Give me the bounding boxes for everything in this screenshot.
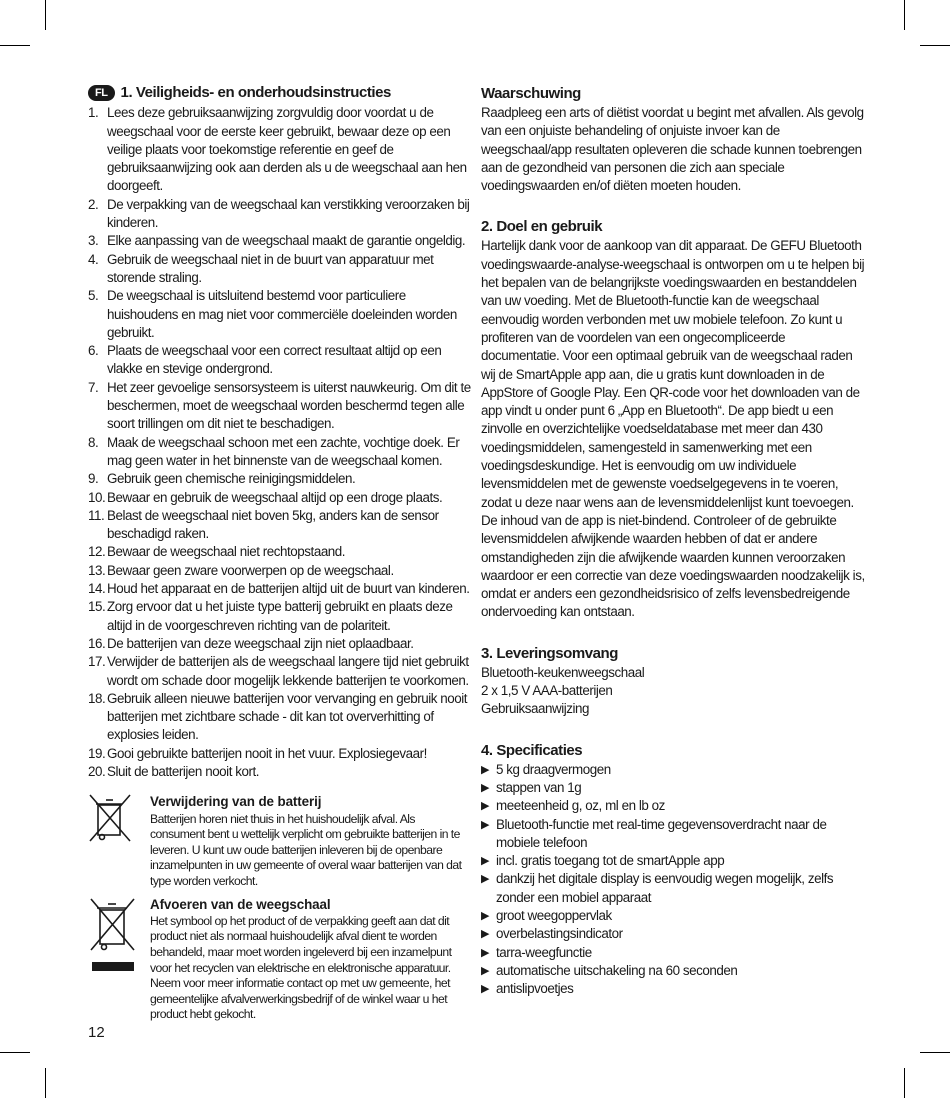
instruction-number: 8. — [88, 434, 99, 450]
scale-disposal-text: Het symbool op het product of de verpakking geeft aan dat dit product niet als normaal huishoudelijk afval dient te worden behandeld, maar moet worden ingeleverd bij een inzamelpunt voor het recyclen van elektrische en elektronische apparatuur. Neem voor meer informatie contact op met uw gemeente, het gemeentelijke afvalverwerkingsbedrijf of de winkel waar u het product hebt gekocht. — [150, 913, 452, 1022]
instruction-item — [88, 489, 472, 507]
instruction-number: 12. — [88, 544, 106, 560]
instruction-item — [88, 690, 472, 745]
instruction-number: 20. — [88, 763, 106, 779]
crop-mark — [904, 0, 905, 30]
right-column — [481, 84, 866, 1012]
spec-text: Bluetooth-functie met real-time gegevensoverdracht naar de mobiele telefoon — [496, 816, 827, 850]
scale-disposal-title: Afvoeren van de weegschaal — [150, 896, 331, 912]
spec-item — [481, 962, 866, 980]
triangle-bullet-icon: ▶ — [481, 909, 490, 922]
spec-text: groot weegoppervlak — [496, 907, 612, 923]
instruction-text: De verpakking van de weegschaal kan verstikking veroorzaken bij kinderen. — [107, 196, 470, 231]
crop-mark — [45, 1068, 46, 1098]
instruction-number: 16. — [88, 635, 106, 651]
delivery-item: 2 x 1,5 V AAA-batterijen — [481, 683, 613, 699]
instruction-text: Lees deze gebruiksaanwijzing zorgvuldig door voordat u de weegschaal voor de eerste keer gebruikt, bewaar deze op een veilige plaats voor toekomstige referentie en geef de gebruiksaanwijzing ook aan derden als u de weegschaal aan hen doorgeeft. — [107, 105, 467, 194]
purpose-text: Hartelijk dank voor de aankoop van dit apparaat. De GEFU Bluetooth voedingswaarde-analyse-weegschaal is ontworpen om u te helpen bij het bepalen van de belangrijkste voedingswaarden en bestanddelen van uw voeding. Met de Bluetooth-functie kan de weegschaal eenvoudig worden verbonden met uw mobiele telefoon. Zo kunt u profiteren van de voordelen van een ongecompliceerde documentatie. Voor een optimaal gebruik van de weegschaal raden wij de SmartApple app aan, die u gratis kunt downloaden in de AppStore of Google Play. Een QR-code voor het downloaden van de app vindt u onder punt 6 „App en Bluetooth“. De app biedt u een zinvolle en overzichtelijke voedseldatabase met meer dan 430 voedingsmiddelen, samengesteld in samenwerking met een voedingsdeskundige. Het is eenvoudig om uw individuele levensmiddelen met de gewenste voedselgegevens in te voeren, zodat u deze naar wens aan de levensmiddelenlijst kunt toevoegen. De inhoud van de app is niet-bindend. Controleer of de gebruikte levensmiddelen afwijkende waarden hebben of dat er andere omstandigheden zijn die afwijkende waarden kunnen veroorzaken waardoor er een correctie van deze voedingswaarden noodzakelijk is, omdat er anders een gezondheidsrisico of zelfs levensbedreigende ondervoeding kan ontstaan. — [481, 238, 865, 620]
section-1-heading — [88, 84, 472, 102]
instruction-item — [88, 598, 472, 635]
left-column — [88, 84, 472, 1023]
instruction-text: Belast de weegschaal niet boven 5kg, anders kan de sensor beschadigd raken. — [107, 507, 439, 542]
purpose-title: 2. Doel en gebruik — [481, 218, 603, 236]
triangle-bullet-icon: ▶ — [481, 983, 490, 996]
warning-text: Raadpleeg een arts of diëtist voordat u begint met afvallen. Als gevolg van een onjuiste behandeling of onjuiste invoer kan de weegschaal/app resultaten opleveren die schade kunnen toebrengen aan de gezondheid van personen die zich aan speciale voedingswaarden en/of diëten moeten houden. — [481, 105, 864, 194]
spec-item — [481, 944, 866, 962]
instruction-number: 17. — [88, 654, 106, 670]
instruction-number: 4. — [88, 251, 99, 267]
instruction-number: 10. — [88, 489, 106, 505]
instruction-item — [88, 342, 472, 379]
instruction-text: Bewaar geen zware voorwerpen op de weegschaal. — [107, 562, 394, 578]
instruction-text: Sluit de batterijen nooit kort. — [107, 763, 260, 779]
specs-title: 4. Specificaties — [481, 741, 583, 759]
triangle-bullet-icon: ▶ — [481, 873, 490, 886]
instruction-number: 3. — [88, 233, 99, 249]
safety-instructions-list — [88, 104, 472, 781]
instruction-number: 6. — [88, 343, 99, 359]
spec-text: overbelastingsindicator — [496, 926, 623, 942]
instruction-item — [88, 232, 472, 250]
instruction-number: 7. — [88, 379, 99, 395]
instruction-text: Verwijder de batterijen als de weegschaal langere tijd niet gebruikt wordt om schade door mogelijk lekkende batterijen te voorkomen. — [107, 654, 469, 688]
battery-disposal-text: Batterijen horen niet thuis in het huishoudelijk afval. Als consument bent u wettelijk verplicht om gebruikte batterijen in te leveren. U kunt uw oude batterijen inleveren bij de openbare inzamelpunten in uw gemeente of overal waar batterijen van dat type worden verkocht. — [150, 811, 462, 888]
instruction-text: De weegschaal is uitsluitend bestemd voor particuliere huishoudens en mag niet voor commerciële doeleinden worden gebruikt. — [107, 288, 457, 340]
delivery-title: 3. Leveringsomvang — [481, 644, 618, 662]
instruction-number: 2. — [88, 196, 99, 212]
instruction-item — [88, 745, 472, 763]
instruction-text: Maak de weegschaal schoon met een zachte, vochtige doek. Er mag geen water in het binnenste van de weegschaal komen. — [107, 434, 460, 468]
instruction-text: Bewaar de weegschaal niet rechtopstaand. — [107, 544, 346, 560]
triangle-bullet-icon: ▶ — [481, 781, 490, 794]
specs-section — [481, 741, 866, 999]
instruction-item — [88, 562, 472, 580]
instruction-text: Bewaar en gebruik de weegschaal altijd op een droge plaats. — [107, 489, 443, 505]
language-badge: FL — [88, 85, 115, 101]
instruction-text: Plaats de weegschaal voor een correct resultaat altijd op een vlakke en stevige ondergrond. — [107, 343, 442, 377]
triangle-bullet-icon: ▶ — [481, 818, 490, 831]
triangle-bullet-icon: ▶ — [481, 946, 490, 959]
triangle-bullet-icon: ▶ — [481, 800, 490, 813]
spec-item — [481, 925, 866, 943]
instruction-text: Gebruik alleen nieuwe batterijen voor vervanging en gebruik nooit batterijen met zichtbare schade - dit kan tot oververhitting of explosies leiden. — [107, 690, 468, 743]
instruction-text: Houd het apparaat en de batterijen altijd uit de buurt van kinderen. — [107, 581, 470, 597]
triangle-bullet-icon: ▶ — [481, 855, 490, 868]
instruction-number: 9. — [88, 471, 99, 487]
crop-mark — [0, 1052, 30, 1053]
spec-text: dankzij het digitale display is eenvoudig wegen mogelijk, zelfs zonder een mobiel apparaat — [496, 871, 834, 905]
triangle-bullet-icon: ▶ — [481, 763, 490, 776]
spec-text: incl. gratis toegang tot de smartApple app — [496, 853, 725, 869]
instruction-text: Gooi gebruikte batterijen nooit in het vuur. Explosiegevaar! — [107, 745, 427, 761]
spec-item — [481, 907, 866, 925]
crossed-out-wheelie-bin-icon — [88, 896, 150, 1023]
instruction-item — [88, 470, 472, 488]
triangle-bullet-icon: ▶ — [481, 964, 490, 977]
spec-text: meeteenheid g, oz, ml en lb oz — [496, 798, 665, 814]
instruction-item — [88, 507, 472, 544]
delivery-section — [481, 644, 866, 719]
spec-item — [481, 852, 866, 870]
battery-disposal-title: Verwijdering van de batterij — [150, 794, 322, 810]
crop-mark — [904, 1068, 905, 1098]
instruction-item — [88, 287, 472, 342]
instruction-item — [88, 653, 472, 690]
instruction-item — [88, 543, 472, 561]
instruction-item — [88, 251, 472, 288]
instruction-number: 11. — [88, 507, 105, 523]
purpose-section — [481, 217, 866, 621]
spec-item — [481, 816, 866, 853]
spec-item — [481, 870, 866, 907]
instruction-item — [88, 104, 472, 195]
instruction-text: De batterijen van deze weegschaal zijn niet oplaadbaar. — [107, 635, 414, 651]
instruction-text: Gebruik geen chemische reinigingsmiddelen. — [107, 471, 356, 487]
instruction-text: Gebruik de weegschaal niet in de buurt van apparatuur met storende straling. — [107, 251, 434, 285]
instruction-number: 13. — [88, 562, 106, 578]
triangle-bullet-icon: ▶ — [481, 928, 490, 941]
instruction-number: 15. — [88, 599, 106, 615]
spec-item — [481, 980, 866, 998]
specs-list — [481, 761, 866, 999]
instruction-item — [88, 635, 472, 653]
spec-text: 5 kg draagvermogen — [496, 761, 611, 777]
instruction-number: 19. — [88, 745, 106, 761]
battery-disposal-block — [88, 793, 472, 889]
instruction-text: Zorg ervoor dat u het juiste type batterij gebruikt en plaats deze altijd in de voorgeschreven richting van de polariteit. — [107, 599, 453, 633]
warning-title: Waarschuwing — [481, 85, 581, 102]
crop-mark — [45, 0, 46, 30]
crop-mark — [920, 45, 950, 46]
spec-text: tarra-weegfunctie — [496, 944, 592, 960]
instruction-number: 1. — [88, 105, 99, 121]
spec-item — [481, 779, 866, 797]
instruction-item — [88, 379, 472, 434]
crop-mark — [0, 45, 30, 46]
instruction-text: Elke aanpassing van de weegschaal maakt de garantie ongeldig. — [107, 233, 466, 249]
instruction-item — [88, 196, 472, 233]
scale-disposal-block — [88, 896, 472, 1023]
instruction-item — [88, 580, 472, 598]
spec-item — [481, 797, 866, 815]
instruction-number: 18. — [88, 690, 106, 706]
crossed-out-wheelie-bin-icon — [88, 793, 150, 889]
instruction-item — [88, 434, 472, 471]
spec-item — [481, 761, 866, 779]
instruction-text: Het zeer gevoelige sensorsysteem is uiterst nauwkeurig. Om dit te beschermen, moet de weegschaal worden beschermd tegen alle soort trillingen om dit niet te beschadigen. — [107, 379, 471, 432]
spec-text: antislipvoetjes — [496, 981, 574, 997]
instruction-number: 14. — [88, 581, 106, 597]
spec-text: stappen van 1g — [496, 779, 582, 795]
warning-section — [481, 84, 866, 195]
delivery-item: Gebruiksaanwijzing — [481, 701, 590, 717]
delivery-item: Bluetooth-keukenweegschaal — [481, 664, 645, 680]
instruction-number: 5. — [88, 288, 99, 304]
page-number: 12 — [88, 1024, 105, 1041]
section-1-title: 1. Veiligheids- en onderhoudsinstructies — [120, 84, 391, 101]
instruction-item — [88, 763, 472, 781]
spec-text: automatische uitschakeling na 60 seconden — [496, 962, 738, 978]
crop-mark — [920, 1052, 950, 1053]
